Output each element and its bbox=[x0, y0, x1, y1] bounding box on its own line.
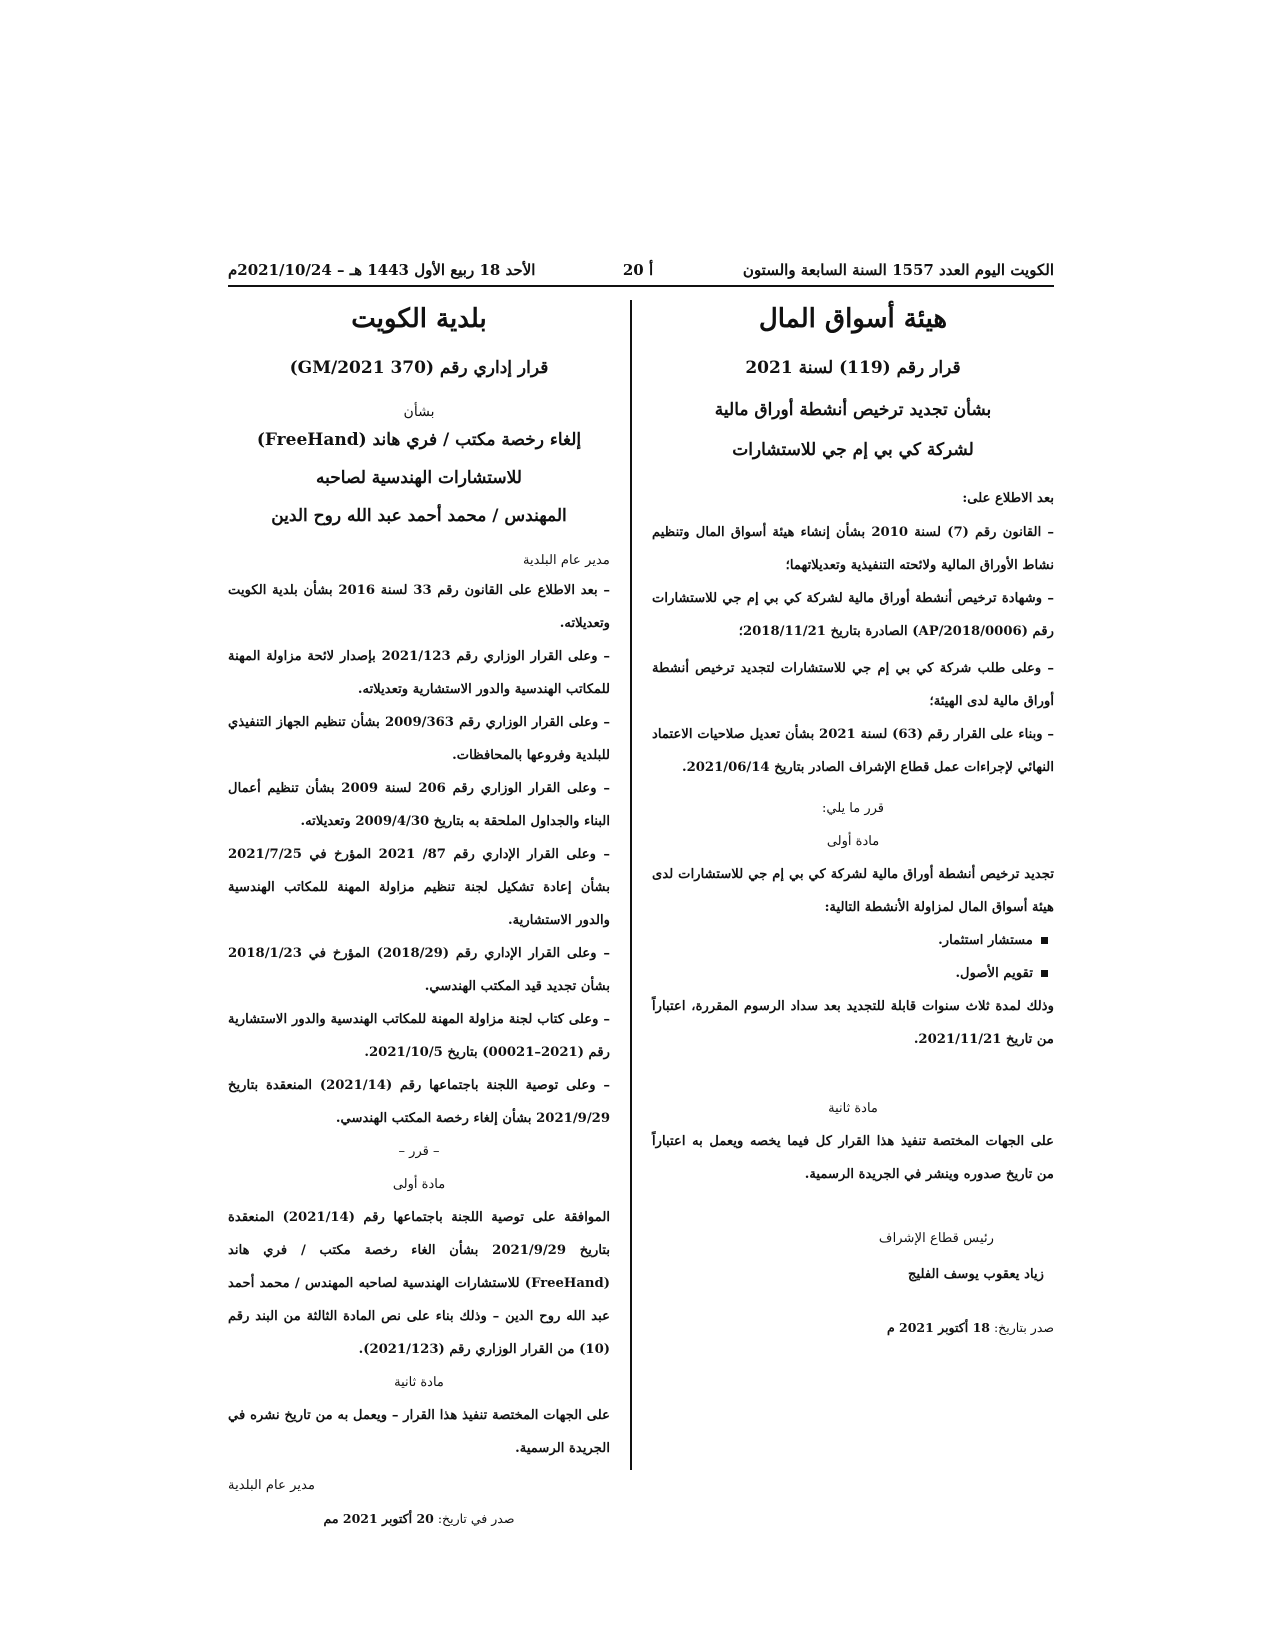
mun-consideration-1: – بعد الاطلاع على القانون رقم 33 لسنة 2016 بشأن بلدية الكويت وتعديلاته. bbox=[228, 583, 610, 631]
cma-article1-text: تجديد ترخيص أنشطة أوراق مالية لشركة كي بي إم جي للاستشارات لدى هيئة أسواق المال لمزاولة الأنشطة التالية: bbox=[652, 867, 1054, 915]
cma-decision-column bbox=[652, 300, 1054, 1343]
mun-signatory-title: مدير عام البلدية bbox=[228, 1478, 316, 1493]
mun-regarding: بشأن bbox=[403, 404, 435, 420]
cma-issued-date: صدر بتاريخ: 18 أكتوبر 2021 م bbox=[886, 1320, 1054, 1335]
mun-article2-heading: مادة ثانية bbox=[394, 1375, 444, 1390]
mun-subject-line-1: إلغاء رخصة مكتب / فري هاند (FreeHand) bbox=[256, 430, 582, 450]
header-date: الأحد 18 ربيع الأول 1443 هـ – 2021/10/24م bbox=[228, 261, 536, 279]
cma-decided: قرر ما يلي: bbox=[822, 801, 884, 816]
cma-article1-heading: مادة أولى bbox=[826, 834, 880, 849]
mun-consideration-3: – وعلى القرار الوزاري رقم 2009/363 بشأن تنظيم الجهاز التنفيذي للبلدية وفروعها بالمحافظات. bbox=[228, 715, 610, 763]
cma-authority-title: هيئة أسواق المال bbox=[758, 304, 948, 334]
mun-consideration-8: – وعلى توصية اللجنة باجتماعها رقم (2021/14) المنعقدة بتاريخ 2021/9/29 بشأن إلغاء رخصة المكتب الهندسي. bbox=[228, 1078, 610, 1126]
bullet-square-icon bbox=[1041, 937, 1048, 944]
mun-decision-number: قرار إداري رقم (370 GM/2021) bbox=[289, 358, 549, 378]
cma-article2-heading: مادة ثانية bbox=[828, 1101, 878, 1116]
page-header bbox=[228, 257, 1054, 287]
cma-consideration-3: – وعلى طلب شركة كي بي إم جي للاستشارات لتجديد ترخيص أنشطة أوراق مالية لدى الهيئة؛ bbox=[652, 661, 1054, 709]
mun-authority-title: بلدية الكويت bbox=[351, 304, 487, 334]
municipality-decision-column bbox=[228, 300, 610, 1534]
mun-subject-line-2: للاستشارات الهندسية لصاحبه bbox=[316, 468, 522, 488]
cma-signatory-title: رئيس قطاع الإشراف bbox=[878, 1231, 994, 1246]
mun-consideration-2: – وعلى القرار الوزاري رقم 2021/123 بإصدار لائحة مزاولة المهنة للمكاتب الهندسية والدور الاستشارية وتعديلاته. bbox=[228, 649, 610, 697]
mun-issuer: مدير عام البلدية bbox=[522, 553, 610, 568]
cma-decision-number: قرار رقم (119) لسنة 2021 bbox=[745, 358, 961, 378]
mun-article2-text: على الجهات المختصة تنفيذ هذا القرار – ويعمل به من تاريخ نشره في الجريدة الرسمية. bbox=[228, 1408, 610, 1456]
cma-activity-1: مستشار استثمار. bbox=[652, 924, 1054, 957]
mun-consideration-6: – وعلى القرار الإداري رقم (2018/29) المؤرخ في 2018/1/23 بشأن تجديد قيد المكتب الهندسي. bbox=[228, 946, 611, 994]
cma-signatory-name: زياد يعقوب يوسف الفليج bbox=[907, 1267, 1044, 1282]
cma-article2-text: على الجهات المختصة تنفيذ هذا القرار كل فيما يخصه ويعمل به اعتباراً من تاريخ صدوره وينشر في الجريدة الرسمية. bbox=[652, 1134, 1054, 1182]
cma-activity-2: تقويم الأصول. bbox=[652, 957, 1054, 990]
header-issue-info: الكويت اليوم العدد 1557 السنة السابعة والستون bbox=[742, 261, 1054, 279]
mun-consideration-7: – وعلى كتاب لجنة مزاولة المهنة للمكاتب الهندسية والدور الاستشارية رقم (2021–00021) بتاريخ 2021/10/5. bbox=[228, 1012, 610, 1060]
column-divider bbox=[630, 300, 632, 1470]
cma-subject-line-2: لشركة كي بي إم جي للاستشارات bbox=[732, 440, 974, 460]
mun-consideration-5: – وعلى القرار الإداري رقم 87/ 2021 المؤرخ في 2021/7/25 بشأن إعادة تشكيل لجنة تنظيم مزاولة المهنة للمكاتب الهندسية والدور الاستشارية. bbox=[228, 847, 610, 928]
bullet-square-icon bbox=[1041, 970, 1048, 977]
mun-issued-date: صدر في تاريخ: 20 أكتوبر 2021 مم bbox=[323, 1511, 515, 1526]
cma-consideration-4: – وبناء على القرار رقم (63) لسنة 2021 بشأن تعديل صلاحيات الاعتماد النهائي لإجراءات عمل قطاع الإشراف الصادر بتاريخ 2021/06/14. bbox=[652, 727, 1054, 775]
cma-subject-line-1: بشأن تجديد ترخيص أنشطة أوراق مالية bbox=[714, 400, 992, 420]
cma-consideration-1: – القانون رقم (7) لسنة 2010 بشأن إنشاء هيئة أسواق المال وتنظيم نشاط الأوراق المالية ولائحته التنفيذية وتعديلاتهما؛ bbox=[652, 525, 1054, 573]
cma-intro: بعد الاطلاع على: bbox=[962, 491, 1054, 506]
mun-article1-heading: مادة أولى bbox=[392, 1177, 446, 1192]
cma-article1-tail: وذلك لمدة ثلاث سنوات قابلة للتجديد بعد سداد الرسوم المقررة، اعتباراً من تاريخ 2021/11/21. bbox=[652, 999, 1054, 1047]
mun-consideration-4: – وعلى القرار الوزاري رقم 206 لسنة 2009 بشأن تنظيم أعمال البناء والجداول الملحقة به بتاريخ 2009/4/30 وتعديلاته. bbox=[228, 781, 610, 829]
mun-article1-text: الموافقة على توصية اللجنة باجتماعها رقم (2021/14) المنعقدة بتاريخ 2021/9/29 بشأن الغاء رخصة مكتب / فري هاند (FreeHand) للاستشارات الهندسية لصاحبه المهندس / محمد أحمد عبد الله روح الدين – وذلك بناء على نص المادة الثالثة من البند رقم (10) من القرار الوزاري رقم (2021/123). bbox=[228, 1210, 611, 1357]
mun-decided: – قرر – bbox=[398, 1144, 440, 1159]
cma-consideration-2: – وشهادة ترخيص أنشطة أوراق مالية لشركة كي بي إم جي للاستشارات رقم (AP/2018/0006) الصادرة بتاريخ 2018/11/21؛ bbox=[652, 591, 1054, 639]
header-page-number: أ 20 bbox=[622, 261, 654, 279]
mun-subject-line-3: المهندس / محمد أحمد عبد الله روح الدين bbox=[271, 506, 567, 526]
